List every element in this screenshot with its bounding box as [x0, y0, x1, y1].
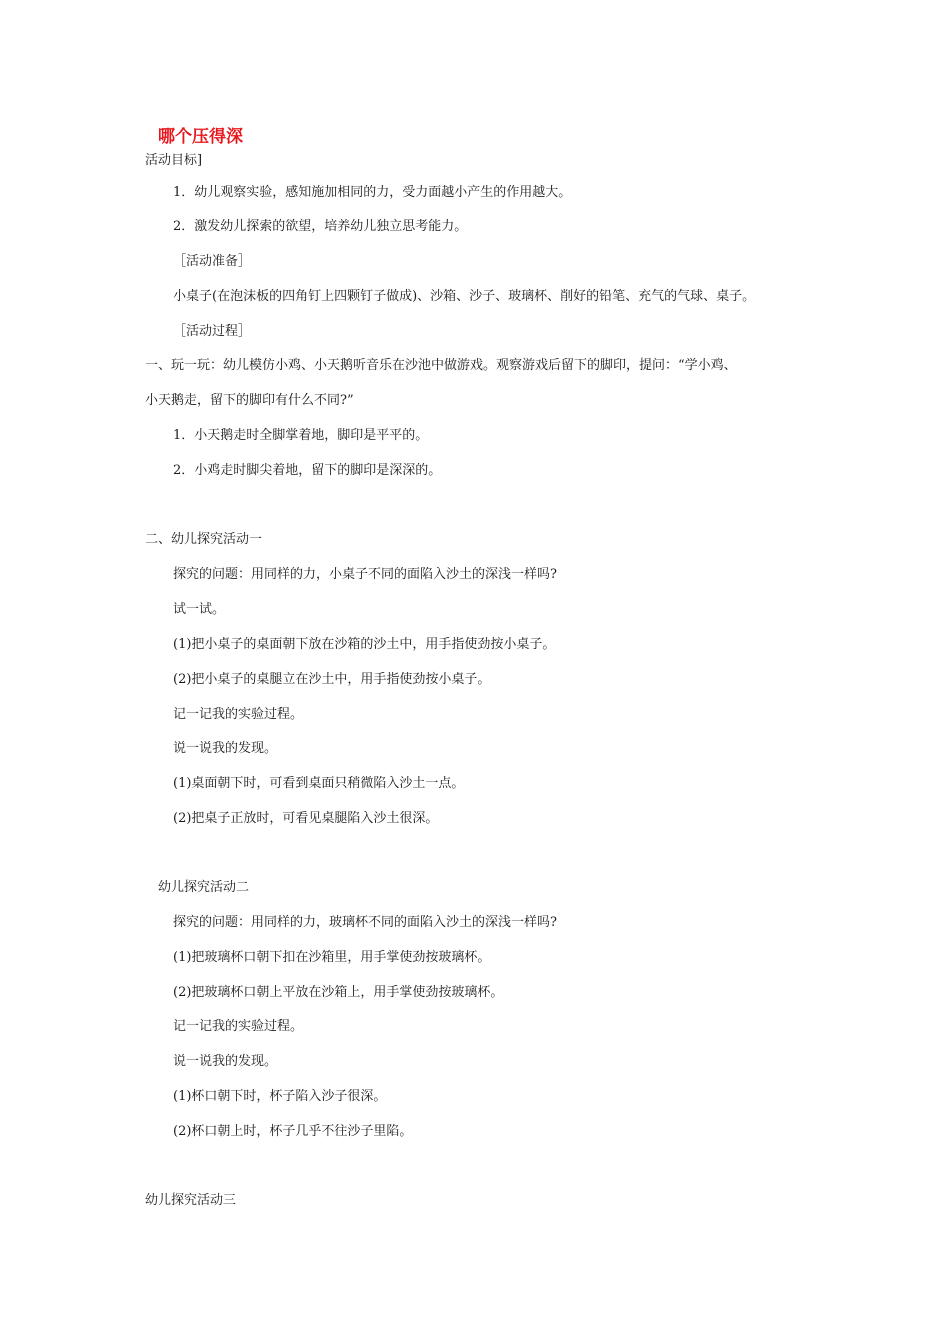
- part3-step-2: (2)把玻璃杯口朝上平放在沙箱上，用手掌使劲按玻璃杯。: [173, 985, 504, 1000]
- part2-say: 说一说我的发现。: [173, 741, 278, 756]
- part1-line-1: 一、玩一玩：幼儿模仿小鸡、小天鹅听音乐在沙池中做游戏。观察游戏后留下的脚印，提问：“学小鸡、: [145, 358, 737, 373]
- part1-item-2: 2．小鸡走时脚尖着地，留下的脚印是深深的。: [173, 463, 442, 478]
- part2-record: 记一记我的实验过程。: [173, 707, 304, 722]
- part2-question: 探究的问题：用同样的力，小桌子不同的面陷入沙土的深浅一样吗?: [173, 567, 557, 582]
- prep-heading: ［活动准备］: [173, 254, 252, 269]
- document-title: 哪个压得深: [158, 127, 243, 147]
- part1-item-1: 1．小天鹅走时全脚掌着地，脚印是平平的。: [173, 428, 429, 443]
- part2-finding-2: (2)把桌子正放时，可看见桌腿陷入沙土很深。: [173, 811, 439, 826]
- part2-heading: 二、幼儿探究活动一: [145, 532, 263, 547]
- part2-step-1: (1)把小桌子的桌面朝下放在沙箱的沙土中，用手指使劲按小桌子。: [173, 637, 556, 652]
- part3-finding-1: (1)杯口朝下时，杯子陷入沙子很深。: [173, 1089, 387, 1104]
- part1-line-2: 小天鹅走，留下的脚印有什么不同?”: [145, 393, 354, 408]
- part2-step-2: (2)把小桌子的桌腿立在沙土中，用手指使劲按小桌子。: [173, 672, 491, 687]
- goal-item-1: 1．幼儿观察实验，感知施加相同的力，受力面越小产生的作用越大。: [173, 185, 572, 200]
- part3-step-1: (1)把玻璃杯口朝下扣在沙箱里，用手掌使劲按玻璃杯。: [173, 950, 491, 965]
- part3-heading: 幼儿探究活动二: [158, 880, 250, 895]
- goal-heading: 活动目标]: [145, 153, 203, 168]
- part3-question: 探究的问题：用同样的力，玻璃杯不同的面陷入沙土的深浅一样吗?: [173, 915, 557, 930]
- prep-text: 小桌子(在泡沫板的四角钉上四颗钉子做成)、沙箱、沙子、玻璃杯、削好的铅笔、充气的气球、桌子。: [173, 289, 756, 304]
- part2-try: 试一试。: [173, 602, 226, 617]
- goal-item-2: 2．激发幼儿探索的欲望，培养幼儿独立思考能力。: [173, 219, 468, 234]
- part3-say: 说一说我的发现。: [173, 1054, 278, 1069]
- part3-finding-2: (2)杯口朝上时，杯子几乎不往沙子里陷。: [173, 1124, 413, 1139]
- part2-finding-1: (1)桌面朝下时，可看到桌面只稍微陷入沙土一点。: [173, 776, 465, 791]
- part4-heading: 幼儿探究活动三: [145, 1193, 237, 1208]
- part3-record: 记一记我的实验过程。: [173, 1019, 304, 1034]
- process-heading: ［活动过程］: [173, 324, 252, 339]
